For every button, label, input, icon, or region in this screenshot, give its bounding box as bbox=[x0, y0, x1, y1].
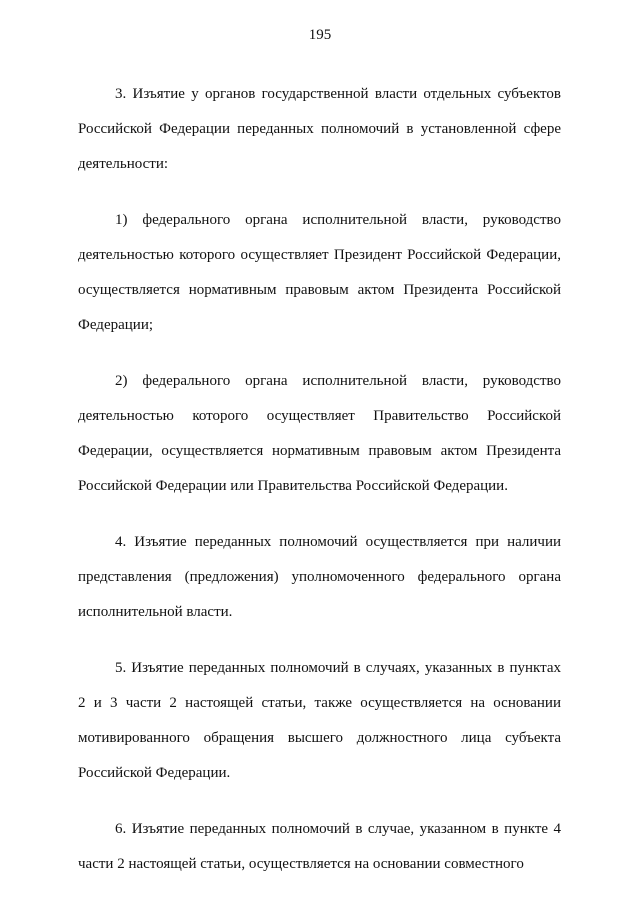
page-number: 195 bbox=[308, 27, 332, 43]
paragraph-item-6: 6. Изъятие переданных полномочий в случае, указанном в пункте 4 части 2 настоящей статьи, осуществляется на основании совместного bbox=[78, 821, 561, 872]
paragraph-subitem-1: 1) федерального органа исполнительной власти, руководство деятельностью которого осуществляет Президент Российской Федерации, осуществляется нормативным правовым актом Президента Российской Федерации; bbox=[78, 212, 561, 333]
paragraph-item-5: 5. Изъятие переданных полномочий в случаях, указанных в пунктах 2 и 3 части 2 настоящей статьи, также осуществляется на основании мотивированного обращения высшего должностного лица субъекта Российской Федерации. bbox=[78, 660, 561, 781]
paragraph-subitem-2: 2) федерального органа исполнительной власти, руководство деятельностью которого осуществляет Правительство Российской Федерации, осуществляется нормативным правовым актом Президента Российской Федерации или Правительства Российской Федерации. bbox=[78, 373, 561, 494]
document-body bbox=[78, 77, 561, 903]
paragraph-item-3: 3. Изъятие у органов государственной власти отдельных субъектов Российской Федерации переданных полномочий в установленной сфере деятельности: bbox=[78, 86, 561, 172]
paragraph-item-4: 4. Изъятие переданных полномочий осуществляется при наличии представления (предложения) уполномоченного федерального органа исполнительной власти. bbox=[78, 534, 561, 620]
